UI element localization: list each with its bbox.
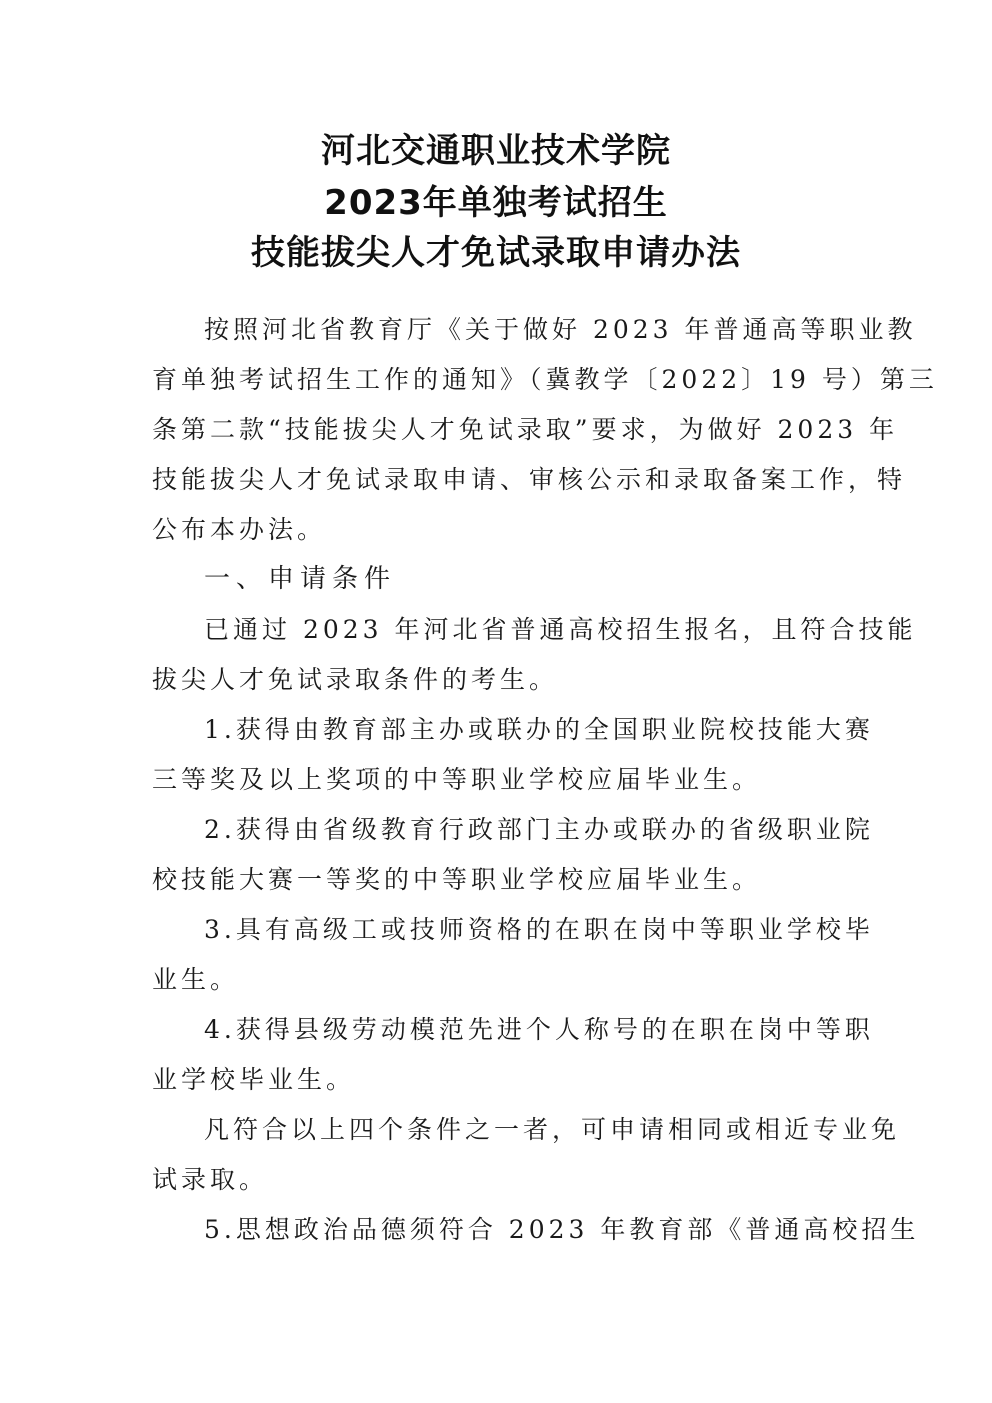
title-line-1: 河北交通职业技术学院 xyxy=(321,131,671,171)
condition-item-3-line-2: 业生。 xyxy=(152,965,240,994)
condition-item-2-line-1: 2.获得由省级教育行政部门主办或联办的省级职业院 xyxy=(204,815,874,844)
intro-line-5: 公布本办法。 xyxy=(152,515,327,544)
title-line-3: 技能拔尖人才免试录取申请办法 xyxy=(251,233,741,273)
section-heading-application-conditions: 一、申请条件 xyxy=(204,564,397,594)
condition-note-line-1: 凡符合以上四个条件之一者，可申请相同或相近专业免 xyxy=(204,1115,901,1144)
condition-paragraph-line-2: 拔尖人才免试录取条件的考生。 xyxy=(152,665,559,694)
condition-item-2-line-2: 校技能大赛一等奖的中等职业学校应届毕业生。 xyxy=(152,865,762,894)
condition-item-4-line-2: 业学校毕业生。 xyxy=(152,1065,356,1094)
condition-item-1-line-2: 三等奖及以上奖项的中等职业学校应届毕业生。 xyxy=(152,765,762,794)
intro-line-3: 条第二款“技能拔尖人才免试录取”要求，为做好 2023 年 xyxy=(152,415,899,444)
condition-item-5-line-1: 5.思想政治品德须符合 2023 年教育部《普通高校招生 xyxy=(204,1215,920,1244)
intro-line-1: 按照河北省教育厅《关于做好 2023 年普通高等职业教 xyxy=(204,315,917,344)
intro-line-2: 育单独考试招生工作的通知》（冀教学〔2022〕19 号）第三 xyxy=(152,365,938,394)
intro-line-4: 技能拔尖人才免试录取申请、审核公示和录取备案工作，特 xyxy=(152,465,907,494)
condition-item-1-line-1: 1.获得由教育部主办或联办的全国职业院校技能大赛 xyxy=(204,715,874,744)
condition-note-line-2: 试录取。 xyxy=(152,1165,269,1194)
condition-item-4-line-1: 4.获得县级劳动模范先进个人称号的在职在岗中等职 xyxy=(204,1015,874,1044)
condition-paragraph-line-1: 已通过 2023 年河北省普通高校招生报名，且符合技能 xyxy=(204,615,917,644)
title-line-2: 2023年单独考试招生 xyxy=(324,183,668,223)
condition-item-3-line-1: 3.具有高级工或技师资格的在职在岗中等职业学校毕 xyxy=(204,915,874,944)
